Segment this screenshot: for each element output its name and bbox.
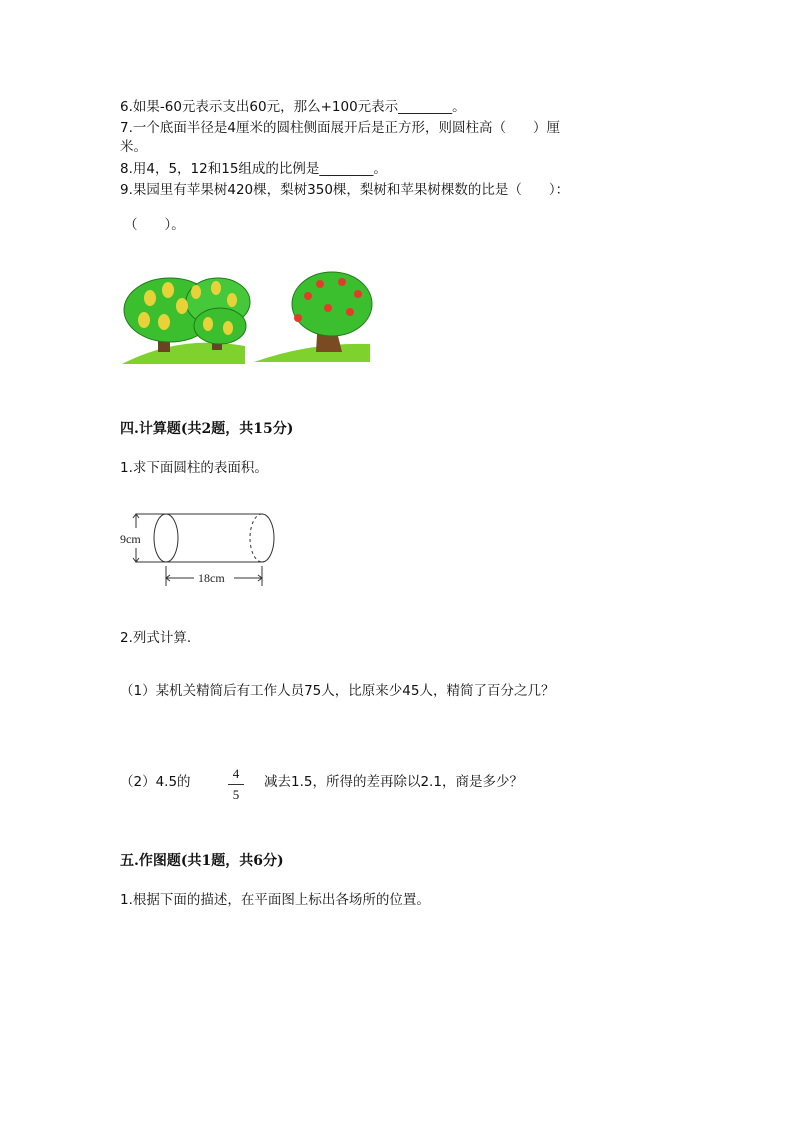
section-4-heading: 四.计算题(共2题，共15分) bbox=[120, 421, 294, 437]
apple-tree-image bbox=[254, 272, 372, 362]
cylinder-diagram bbox=[118, 506, 288, 590]
orchard-illustration bbox=[120, 268, 380, 372]
section-4-question-1: 1.求下面圆柱的表面积。 bbox=[120, 460, 268, 476]
pear-trees-image bbox=[122, 278, 250, 364]
question-6: 6.如果-60元表示支出60元，那么+100元表示________。 bbox=[120, 99, 466, 115]
question-9-line-1: 9.果园里有苹果树420棵，梨树350棵，梨树和苹果树棵数的比是（ ）： bbox=[120, 182, 570, 198]
question-7-line-2: 米。 bbox=[120, 139, 147, 155]
fraction-bar bbox=[228, 784, 244, 785]
question-9-line-2: （ ）。 bbox=[124, 217, 185, 233]
section-4-question-2: 2.列式计算. bbox=[120, 630, 192, 646]
question-2-part-1: （1）某机关精简后有工作人员75人，比原来少45人，精简了百分之几？ bbox=[120, 683, 555, 699]
question-7-line-1: 7.一个底面半径是4厘米的圆柱侧面展开后是正方形，则圆柱高（ ）厘 bbox=[120, 120, 560, 136]
question-8: 8.用4，5，12和15组成的比例是________。 bbox=[120, 161, 387, 177]
fraction-denominator: 5 bbox=[232, 787, 240, 802]
cylinder-height-label: 9cm bbox=[120, 532, 141, 546]
fraction-four-fifths bbox=[228, 766, 244, 803]
section-5-question-1: 1.根据下面的描述，在平面图上标出各场所的位置。 bbox=[120, 892, 430, 908]
question-2-part-2-suffix: 减去1.5，所得的差再除以2.1，商是多少？ bbox=[264, 774, 523, 790]
fraction-numerator: 4 bbox=[232, 766, 240, 781]
section-5-heading: 五.作图题(共1题，共6分) bbox=[120, 853, 284, 869]
question-2-part-2-prefix: （2）4.5的 bbox=[120, 774, 191, 790]
cylinder-length-label: 18cm bbox=[198, 571, 225, 585]
